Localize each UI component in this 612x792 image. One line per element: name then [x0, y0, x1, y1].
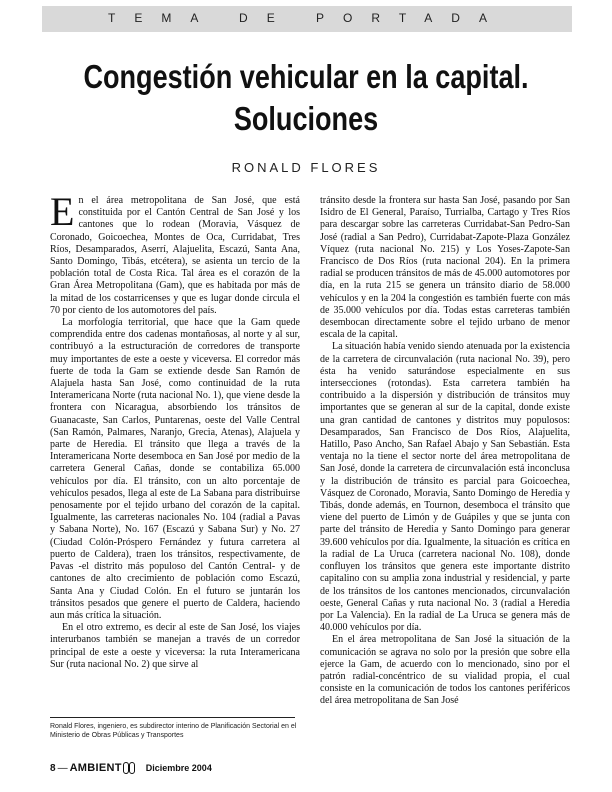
magazine-name: AMBIENT [69, 762, 122, 774]
section-banner [42, 6, 572, 32]
left-column [50, 195, 300, 715]
article-title [80, 56, 533, 140]
section-banner-label: TEMA DE PORTADA [108, 11, 506, 25]
page-footer [50, 760, 212, 776]
article-title-line-1: Congestión vehicular en la capital. [83, 58, 529, 95]
footer-dash: — [57, 762, 68, 774]
issue-date: Diciembre 2004 [145, 763, 212, 773]
article-title-line-2: Soluciones [233, 100, 379, 137]
magazine-logo-icon [123, 762, 140, 774]
left-paragraph-1 [50, 195, 300, 317]
right-column [320, 195, 570, 747]
author-footnote: Ronald Flores, ingeniero, es subdirector interino de Planificación Sectorial en el Ministerio de Obras Públicas y Transportes [50, 723, 297, 739]
article-author: RONALD FLORES [231, 160, 381, 175]
left-paragraph-2: La morfología territorial, que hace que la Gam quede comprendida entre dos cadenas montañosas, al norte y al sur, contribuyó a la estructuración de corredores de transporte muy importantes de este a oeste y viceversa. El corredor más fuerte de toda la Gam se extiende desde San Ramón de Alajuela hasta San José, como continuidad de la ruta Interamericana Norte (ruta nacional No. 1), que viene desde la frontera con Nicaragua, absorbiendo los tránsitos de Guanacaste, San Carlos, Puntarenas, oeste del Valle Central (San Ramón, Palmares, Naranjo, Grecia, Atenas), Alajuela y parte de Heredia. El tránsito que llega a través de la Interamericana Norte desemboca en San José por medio de la carretera General Cañas, donde se contabiliza 65.000 vehículos por día. El tránsito, con un alto porcentaje de vehículos pesados, llega al este de La Sabana para distribuirse penosamente por el tejido urbano del corazón de la capital. Igualmente, las carreteras nacionales No. 104 (radial a Pavas y Sabana Norte), No. 167 (Escazú y Sabana Sur) y No. 27 (Ciudad Colón-Próspero Fernández y futura carretera al puerto de Caldera), traen los tránsitos, respectivamente, de Pavas -el distrito más populoso del Cantón Central- y de cantones de alto crecimiento de población como Escazú, Santa Ana y Ciudad Colón. En el futuro se juntarán los tránsitos pesados que genere el puerto de Caldera, haciendo aun más crítica la situación. [50, 317, 300, 621]
footnote-divider [50, 717, 295, 718]
page-number: 8 [50, 762, 56, 774]
right-paragraph-1: tránsito desde la frontera sur hasta San José, pasando por San Isidro de El General, Paraíso, Turrialba, Cartago y Tres Ríos para descargar sobre las carreteras Curridabat-San Pedro-San José (radial a San Pedro), Curridabat-Zapote-Plaza González Víquez (ruta nacional No. 215) y Los Yoses-Zapote-San Francisco de Dos Ríos (ruta nacional 204). En la primera radial se producen tránsitos de más de 45.000 automotores por día, en la ruta 215 se genera un tránsito diario de 58.000 vehículos y en la 204 la congestión es también fuerte con más de 35.000 vehículos por día. Todas estas carreteras también desembocan directamente sobre el tejido urbano de menor escala de la capital. [320, 195, 570, 341]
right-paragraph-2: La situación había venido siendo atenuada por la existencia de la carretera de circunvalación (ruta nacional No. 39), pero ésta ha venido saturándose especialmente en sus intersecciones (rotondas). Esta carretera también ha contribuido a la dispersión y distribución de tránsitos muy importantes que se generan al sur de la capital, donde existe una gran cantidad de cantones y distritos muy populosos: Desamparados, San Francisco de Dos Ríos, Alajuelita, Hatillo, Paso Ancho, San Rafael Abajo y San Sebastián. Esta ventaja no la tiene el sector norte del área metropolitana de San José, donde la carretera de circunvalación está inconclusa y la distribución de tránsito es parcial para Goicoechea, Vásquez de Coronado, Moravia, Santo Domingo de Heredia y Tibás, donde además, en Tournon, desemboca el tránsito que viene del puerto de Limón y de Guápiles y que se junta con parte del tránsito de Heredia y Santo Domingo para generar 39.600 vehículos por día. Igualmente, la situación es crítica en la radial de La Uruca (carretera nacional No. 108), donde confluyen los tránsitos que genera este importante distrito capitalino con su amplia zona industrial y residencial, y parte de los tránsitos de los cantones mencionados, circunvalación oeste, General Cañas y ruta nacional No. 3 (radial a Heredia por La Valencia). En la radial de La Uruca se genera más de 40.000 vehículos por día. [320, 341, 570, 634]
right-paragraph-3: En el área metropolitana de San José la situación de la comunicación se agrava no solo por la presión que sobre ella ejerce la Gam, de acuerdo con lo mencionado, sino por el patrón radial-concéntrico de su vialidad propia, el cual consiste en la comunicación de todos los cantones periféricos del área metropolitana de San José [320, 634, 570, 707]
left-paragraph-3: En el otro extremo, es decir al este de San José, los viajes interurbanos también se manejan a través de un corredor principal de este a oeste y viceversa: la ruta Interamericana Sur (ruta nacional No. 2) que sirve al [50, 622, 300, 670]
left-paragraph-1-text: n el área metropolitana de San José, que está constituida por el Cantón Central de San José y los cantones que lo rodean (Moravia, Vásquez de Coronado, Goicoechea, Montes de Oca, Curridabat, Tres Ríos, Desamparados, Aserrí, Alajuelita, Escazú, Santa Ana, Santo Domingo, Tibás, etcétera), se asienta un tercio de la población total de Costa Rica. Tal área es el corazón de la Gran Área Metropolitana (Gam), que es habitada por más de la mitad de los costarricenses y que es lugar donde circula el 70 por ciento de los automotores del país. [50, 195, 300, 316]
drop-cap: E [50, 195, 75, 234]
